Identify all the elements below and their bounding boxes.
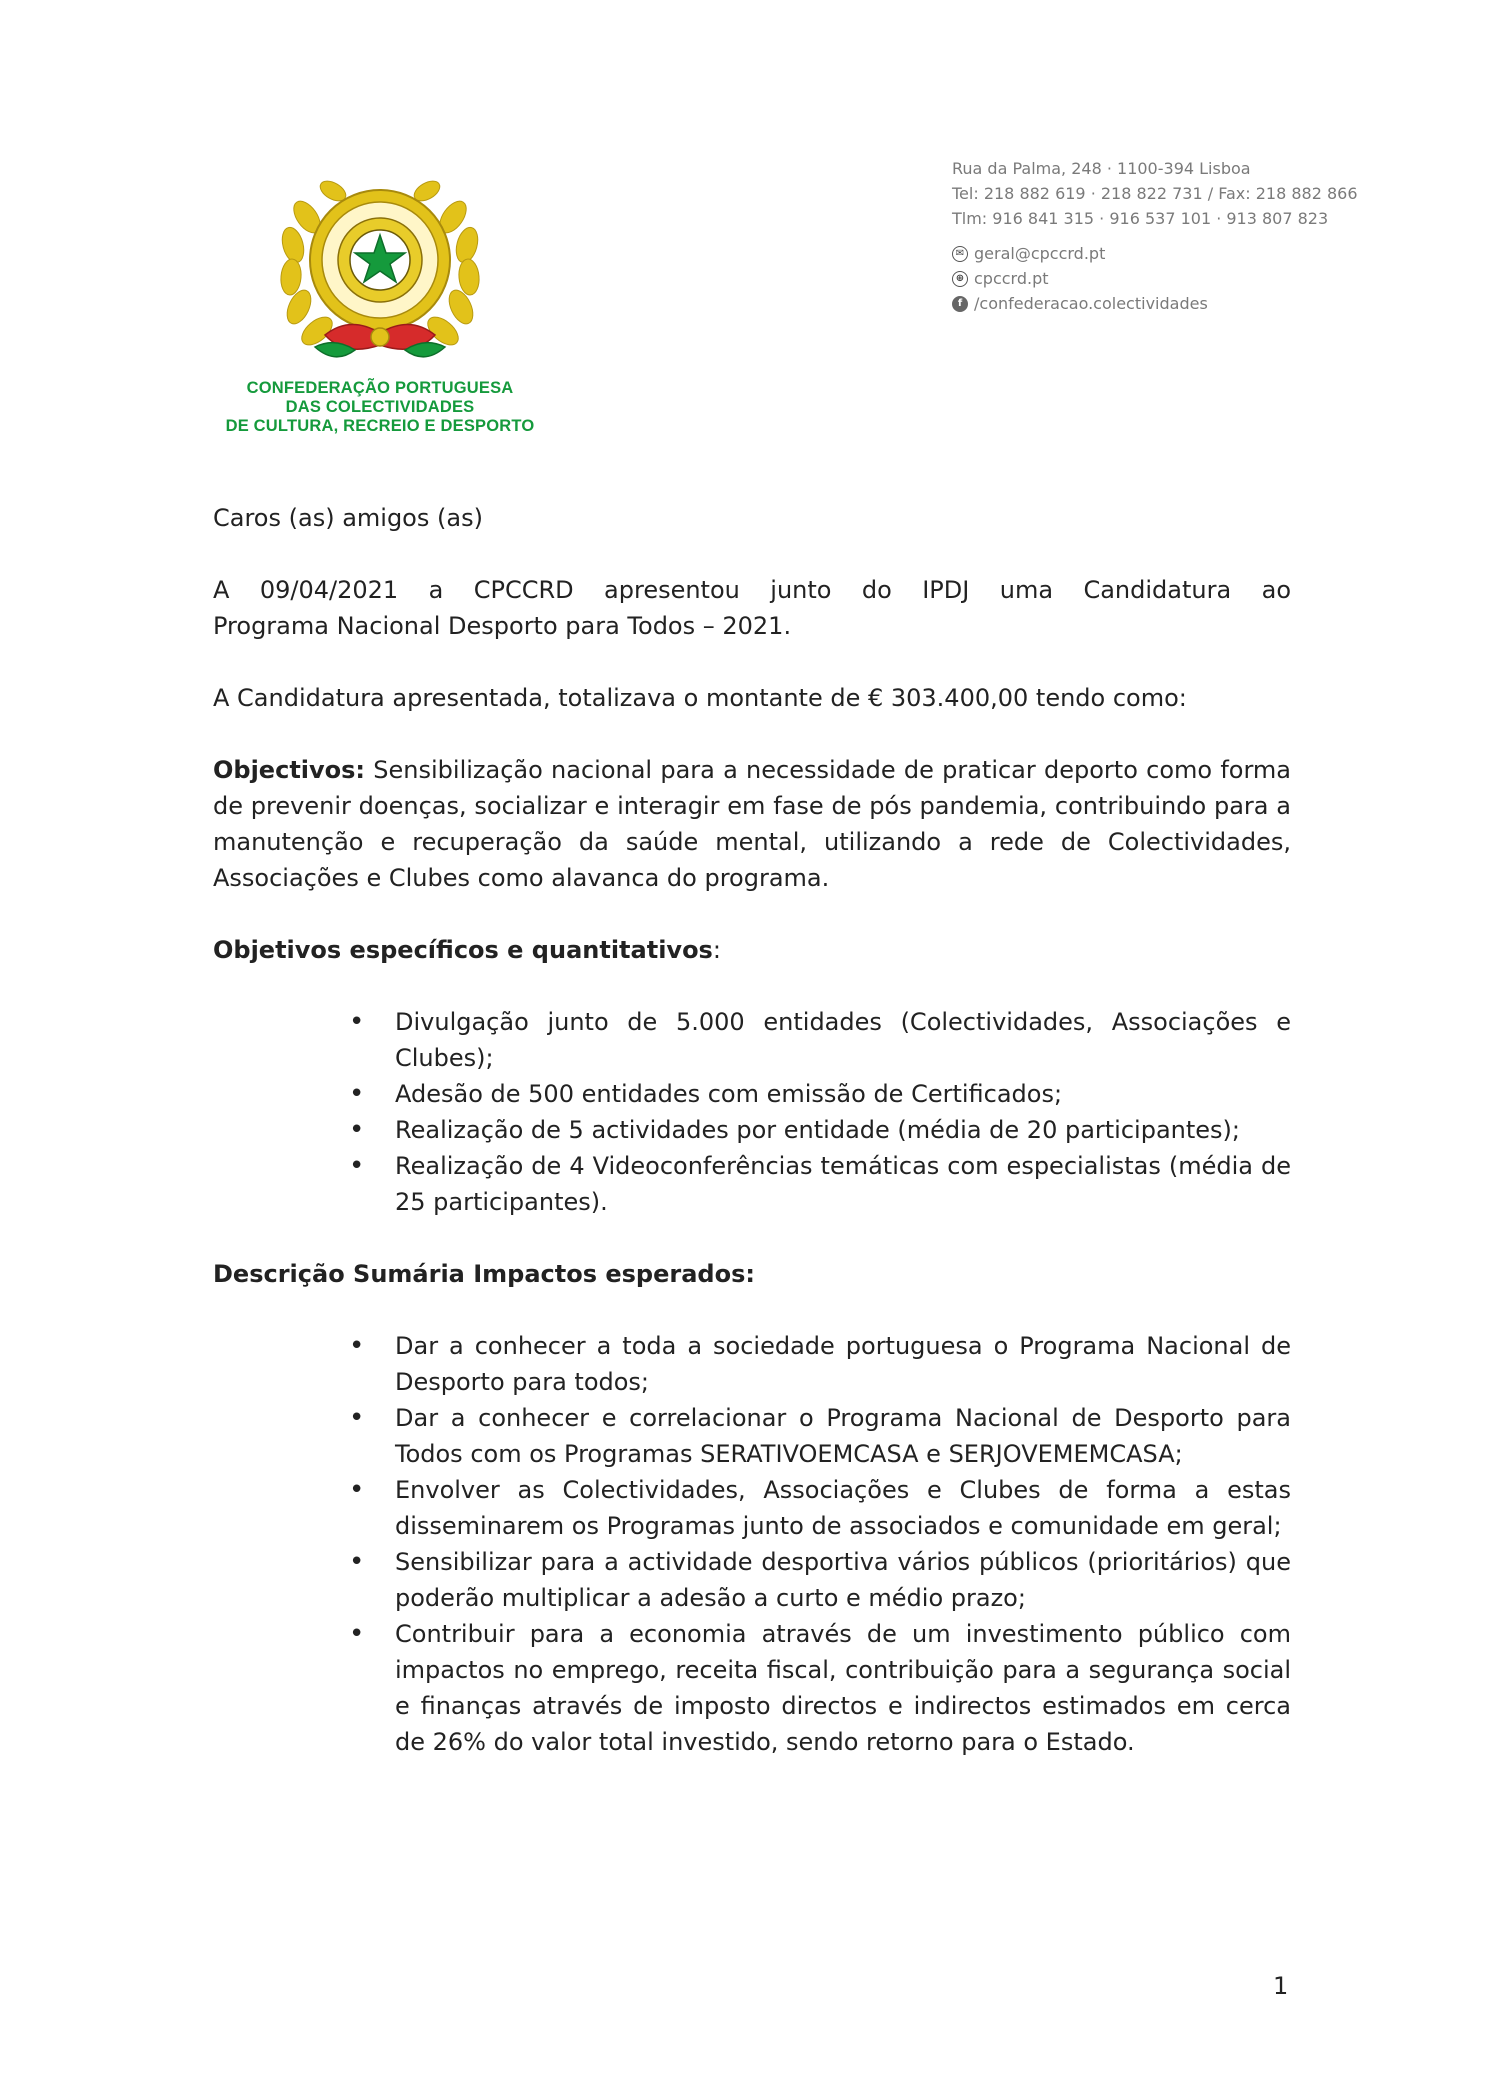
list-item: • Sensibilizar para a actividade desportiva vários públicos (prioritários) que poderão multiplicar a adesão a curto e médio prazo; (395, 1544, 1291, 1616)
emblem-icon (255, 165, 505, 375)
organization-name (210, 379, 550, 436)
specific-label: Objetivos específicos e quantitativos (213, 936, 713, 964)
globe-icon: ⊕ (952, 271, 968, 287)
org-name-line-3: DE CULTURA, RECREIO E DESPORTO (225, 417, 535, 435)
facebook-link[interactable]: /confederacao.colectividades (974, 294, 1208, 313)
list-item: • Contribuir para a economia através de um investimento público com impactos no emprego, receita fiscal, contribuição para a segurança social e finanças através de imposto directos e indirectos estimados em cerca de 26% do valor total investido, sendo retorno para o Estado. (395, 1616, 1291, 1760)
list-item: • Envolver as Colectividades, Associações e Clubes de forma a estas disseminarem os Programas junto de associados e comunidade em geral; (395, 1472, 1291, 1544)
specific-colon: : (712, 936, 721, 964)
list-item: • Dar a conhecer a toda a sociedade portuguesa o Programa Nacional de Desporto para todos; (395, 1328, 1291, 1400)
list-item: • Realização de 4 Videoconferências temáticas com especialistas (média de 25 participantes). (395, 1148, 1291, 1220)
amount-paragraph: A Candidatura apresentada, totalizava o montante de € 303.400,00 tendo como: (213, 684, 1187, 712)
organization-logo (210, 165, 550, 436)
intro-line-1: A 09/04/2021 a CPCCRD apresentou junto do IPDJ uma Candidatura ao (213, 576, 1291, 604)
page-number: 1 (1273, 1972, 1289, 2000)
website-link[interactable]: cpccrd.pt (974, 269, 1049, 288)
impacts-heading: Descrição Sumária Impactos esperados: (213, 1260, 755, 1288)
specific-objectives-heading (213, 932, 1291, 968)
list-item: • Divulgação junto de 5.000 entidades (Colectividades, Associações e Clubes); (395, 1004, 1291, 1076)
facebook-icon: f (952, 296, 968, 312)
email-icon: ✉ (952, 246, 968, 262)
specific-objectives-list (395, 1004, 1291, 1220)
greeting: Caros (as) amigos (as) (213, 504, 483, 532)
list-item: • Realização de 5 actividades por entidade (média de 20 participantes); (395, 1112, 1291, 1148)
facebook-row[interactable] (952, 291, 1412, 316)
objectives-text: Sensibilização nacional para a necessidade de praticar deporto como forma de prevenir doenças, socializar e interagir em fase de pós pandemia, contribuindo para a manutenção e recuperação da saúde mental, utilizando a rede de Colectividades, Associações e Clubes como alavanca do programa. (213, 756, 1291, 892)
letter-body (213, 500, 1291, 1760)
impacts-list (395, 1328, 1291, 1760)
objectives-paragraph (213, 752, 1291, 896)
email-address[interactable]: geral@cpccrd.pt (974, 244, 1106, 263)
contact-block (952, 156, 1412, 316)
mobile-numbers: Tlm: 916 841 315 · 916 537 101 · 913 807 823 (952, 209, 1329, 228)
list-item: • Dar a conhecer e correlacionar o Programa Nacional de Desporto para Todos com os Programas SERATIVOEMCASA e SERJOVEMEMCASA; (395, 1400, 1291, 1472)
phone-fax: Tel: 218 882 619 · 218 822 731 / Fax: 218 882 866 (952, 184, 1358, 203)
list-item: • Adesão de 500 entidades com emissão de Certificados; (395, 1076, 1291, 1112)
org-name-line-2: DAS COLECTIVIDADES (285, 398, 475, 416)
address: Rua da Palma, 248 · 1100-394 Lisboa (952, 159, 1251, 178)
website-row[interactable] (952, 266, 1412, 291)
objectives-label: Objectivos: (213, 756, 366, 784)
email-row[interactable] (952, 241, 1412, 266)
org-name-line-1: CONFEDERAÇÃO PORTUGUESA (246, 379, 514, 397)
intro-line-2: Programa Nacional Desporto para Todos – 2021. (213, 612, 792, 640)
